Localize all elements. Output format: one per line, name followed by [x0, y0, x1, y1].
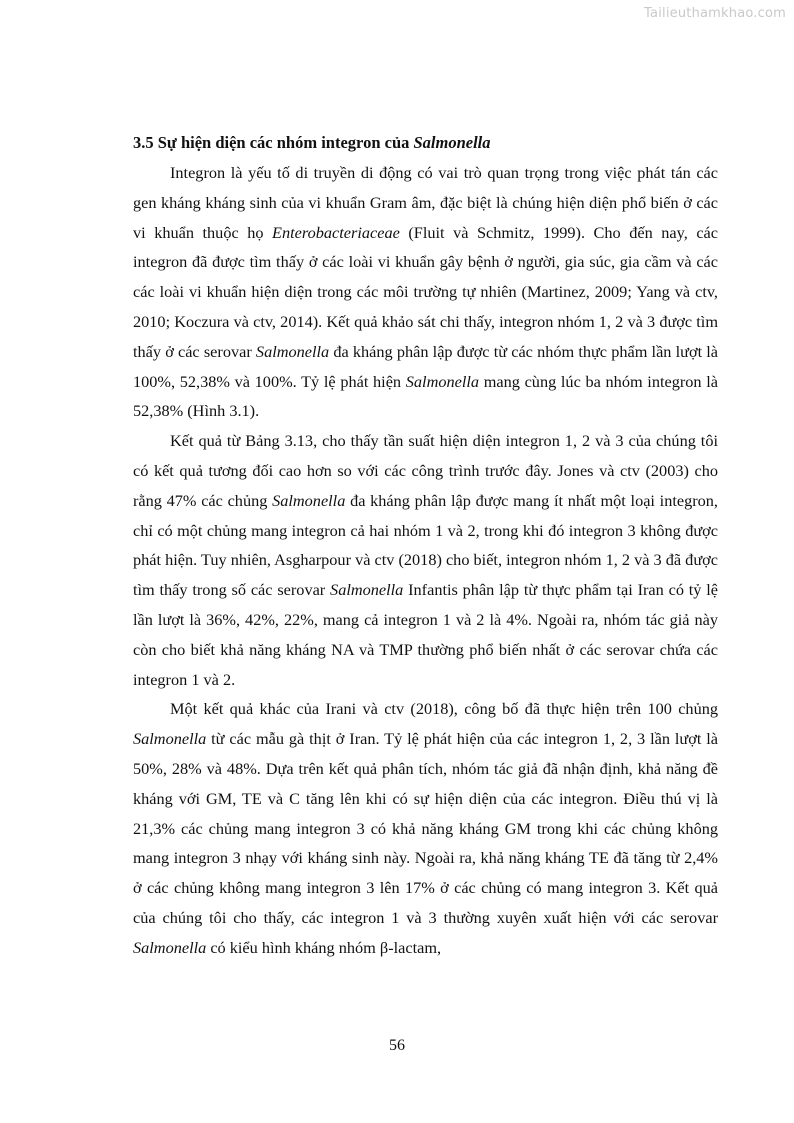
italic-text-run: Salmonella	[330, 580, 404, 600]
italic-text-run: Salmonella	[405, 371, 480, 391]
paragraph-container	[133, 158, 718, 963]
text-run: (Fluit và Schmitz, 1999). Cho đến nay, các integron đã được tìm thấy ở các loài vi khuẩn gây bệnh ở người, gia súc, gia cầm và các các loài vi khuẩn hiện diện trong các môi trường tự nhiên (Martinez, 2009; Yang và ctv, 2010; Koczura và ctv, 2014). Kết quả khảo sát chi thấy, integron nhóm 1, 2 và 3 được tìm thấy ở các serovar	[133, 222, 719, 361]
italic-text-run: Salmonella	[272, 490, 346, 510]
section-heading-text: 3.5 Sự hiện diện các nhóm integron của	[133, 133, 414, 152]
section-heading-italic: Salmonella	[413, 133, 491, 152]
italic-text-run: Salmonella	[133, 937, 207, 957]
text-run: Infantis phân lập từ thực phẩm tại Iran có tỷ lệ lần lượt là 36%, 42%, 22%, mang cả integron 1 và 2 là 4%. Ngoài ra, nhóm tác giả này còn cho biết khả năng kháng NA và TMP thường phổ biến nhất ở các serovar chứa các integron 1 và 2.	[133, 580, 718, 689]
page-number: 56	[389, 1037, 405, 1054]
italic-text-run: Enterobacteriaceae	[272, 222, 400, 242]
text-run: Kết quả từ Bảng 3.13, cho thấy tần suất hiện diện integron 1, 2 và 3 của chúng tôi có kết quả tương đối cao hơn so với các công trình trước đây. Jones và ctv (2003) cho rằng 47% các chủng	[133, 431, 718, 510]
section-heading	[133, 128, 718, 158]
body-paragraph	[133, 694, 718, 962]
text-run: đa kháng phân lập được từ các nhóm thực phẩm lần lượt là 100%, 52,38% và 100%. Tỷ lệ phát hiện	[133, 341, 719, 391]
text-run: từ các mẫu gà thịt ở Iran. Tỷ lệ phát hiện của các integron 1, 2, 3 lần lượt là 50%, 28% và 48%. Dựa trên kết quả phân tích, nhóm tác giả đã nhận định, khả năng đề kháng với GM, TE và C tăng lên khi có sự hiện diện của các integron. Điều thú vị là 21,3% các chủng mang integron 3 có khả năng kháng GM trong khi các chủng không mang integron 3 nhạy với kháng sinh này. Ngoài ra, khả năng kháng TE đã tăng từ 2,4% ở các chủng không mang integron 3 lên 17% ở các chủng có mang integron 3. Kết quả của chúng tôi cho thấy, các integron 1 và 3 thường xuyên xuất hiện với các serovar	[133, 729, 718, 927]
text-run: đa kháng phân lập được mang ít nhất một loại integron, chỉ có một chủng mang integron cả hai nhóm 1 và 2, trong khi đó integron 3 không được phát hiện. Tuy nhiên, Asgharpour và ctv (2018) cho biết, integron nhóm 1, 2 và 3 đã được tìm thấy trong số các serovar	[133, 490, 718, 600]
text-run: Một kết quả khác của Irani và ctv (2018), công bố đã thực hiện trên 100 chủng	[170, 699, 718, 719]
document-body	[133, 128, 718, 963]
text-run: có kiểu hình kháng nhóm β-lactam,	[206, 937, 442, 957]
italic-text-run: Salmonella	[255, 341, 330, 361]
site-watermark: Tailieuthamkhao.com	[644, 6, 786, 21]
text-run: mang cùng lúc ba nhóm integron là 52,38% (Hình 3.1).	[133, 371, 718, 421]
italic-text-run: Salmonella	[133, 729, 207, 749]
text-run: Integron là yếu tố di truyền di động có vai trò quan trọng trong việc phát tán các gen kháng kháng sinh của vi khuẩn Gram âm, đặc biệt là chúng hiện diện phổ biến ở các vi khuẩn thuộc họ	[133, 163, 718, 242]
body-paragraph	[133, 426, 718, 694]
body-paragraph	[133, 158, 718, 426]
